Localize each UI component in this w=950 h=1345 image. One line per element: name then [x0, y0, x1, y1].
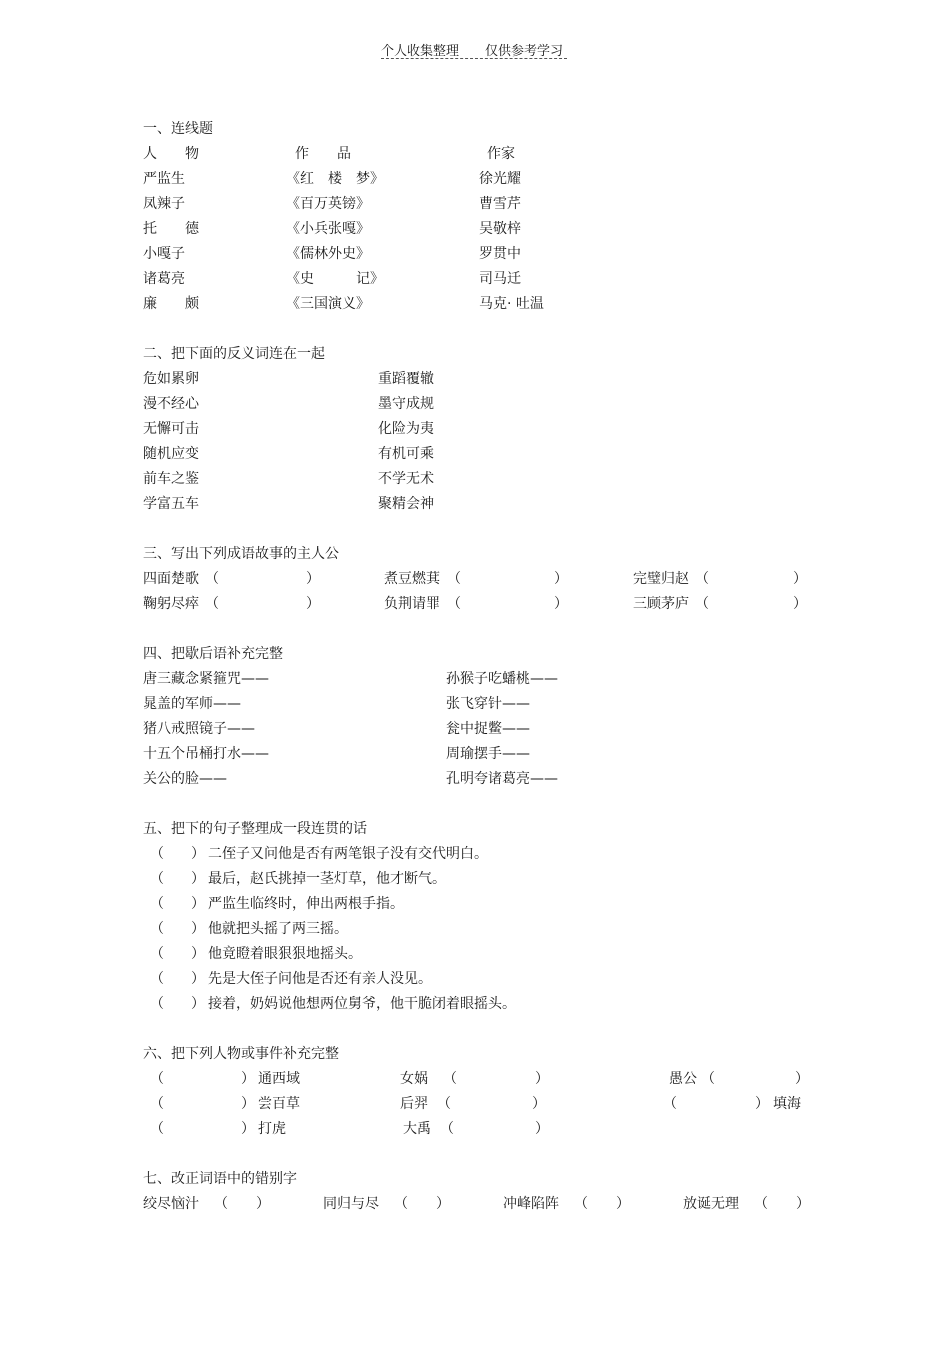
- s5-sentence: 二侄子又问他是否有两笔银子没有交代明白。: [208, 846, 488, 862]
- s7-word: 放诞无理: [683, 1196, 739, 1212]
- s7-close-paren: ）: [616, 1196, 630, 1212]
- s5-sentence: 他竟瞪着眼狠狠地摇头。: [208, 946, 362, 962]
- s3-idiom: 三顾茅庐: [633, 596, 689, 612]
- s5-close-paren: ）: [191, 946, 205, 962]
- s1-col2-header: 作 品: [295, 146, 351, 162]
- s1-author: 徐光耀: [479, 171, 521, 187]
- s1-work: 《小兵张嘎》: [286, 221, 370, 237]
- s1-person: 诸葛亮: [143, 271, 185, 287]
- s3-open-paren: （: [205, 596, 219, 612]
- s4-right-phrase: 瓮中捉鳖——: [446, 721, 530, 737]
- s6-close-paren: ）: [241, 1071, 255, 1087]
- s5-open-paren: （: [150, 946, 164, 962]
- s1-col1-header: 人 物: [143, 146, 199, 162]
- s5-close-paren: ）: [191, 846, 205, 862]
- s4-right-phrase: 张飞穿针——: [446, 696, 530, 712]
- s4-left-phrase: 关公的脸——: [143, 771, 227, 787]
- s6-close-paren: ）: [755, 1096, 769, 1112]
- s1-person: 廉 颇: [143, 296, 199, 312]
- s5-sentence: 他就把头摇了两三摇。: [208, 921, 348, 937]
- s6-event: 尝百草: [258, 1096, 300, 1112]
- s6-person: 后羿: [400, 1096, 428, 1112]
- s2-left-idiom: 漫不经心: [143, 396, 199, 412]
- s7-word: 绞尽恼汁: [143, 1196, 199, 1212]
- s7-open-paren: （: [394, 1196, 408, 1212]
- s3-open-paren: （: [695, 571, 709, 587]
- s3-open-paren: （: [447, 596, 461, 612]
- s3-idiom: 鞠躬尽瘁: [143, 596, 199, 612]
- s4-right-phrase: 孙猴子吃蟠桃——: [446, 671, 558, 687]
- s1-author: 马克· 吐温: [479, 296, 544, 312]
- s6-open-paren: （: [663, 1096, 677, 1112]
- s6-event: 填海: [773, 1096, 801, 1112]
- s5-close-paren: ）: [191, 971, 205, 987]
- s1-work: 《史 记》: [286, 271, 384, 287]
- s6-person: 大禹: [403, 1121, 431, 1137]
- s1-person: 托 德: [143, 221, 199, 237]
- s3-idiom: 完璧归赵: [633, 571, 689, 587]
- s1-person: 严监生: [143, 171, 185, 187]
- s1-author: 吴敬梓: [479, 221, 521, 237]
- s1-work: 《三国演义》: [286, 296, 370, 312]
- s3-idiom: 四面楚歌: [143, 571, 199, 587]
- s7-open-paren: （: [574, 1196, 588, 1212]
- s5-close-paren: ）: [191, 996, 205, 1012]
- s1-work: 《红 楼 梦》: [286, 171, 384, 187]
- s3-close-paren: ）: [554, 571, 568, 587]
- s6-close-paren: ）: [535, 1071, 549, 1087]
- s3-open-paren: （: [695, 596, 709, 612]
- s6-close-paren: ）: [535, 1121, 549, 1137]
- s3-idiom: 负荆请罪: [384, 596, 440, 612]
- section-1-title: 一、连线题: [143, 121, 213, 137]
- s6-open-paren: （: [440, 1121, 454, 1137]
- s2-right-idiom: 重蹈覆辙: [378, 371, 434, 387]
- section-4-title: 四、把歇后语补充完整: [143, 646, 283, 662]
- s2-left-idiom: 危如累卵: [143, 371, 199, 387]
- s7-close-paren: ）: [256, 1196, 270, 1212]
- s6-close-paren: ）: [532, 1096, 546, 1112]
- section-3-title: 三、写出下列成语故事的主人公: [143, 546, 339, 562]
- header-rule: [381, 58, 567, 59]
- s2-left-idiom: 无懈可击: [143, 421, 199, 437]
- s5-close-paren: ）: [191, 896, 205, 912]
- s6-close-paren: ）: [795, 1071, 809, 1087]
- s5-close-paren: ）: [191, 921, 205, 937]
- s5-open-paren: （: [150, 996, 164, 1012]
- s3-open-paren: （: [447, 571, 461, 587]
- s3-open-paren: （: [205, 571, 219, 587]
- s2-right-idiom: 不学无术: [378, 471, 434, 487]
- s6-close-paren: ）: [241, 1121, 255, 1137]
- s1-author: 司马迁: [479, 271, 521, 287]
- s6-open-paren: （: [150, 1121, 164, 1137]
- header-left: 个人收集整理: [381, 44, 460, 59]
- s3-close-paren: ）: [793, 571, 807, 587]
- s4-right-phrase: 孔明夸诸葛亮——: [446, 771, 558, 787]
- s5-close-paren: ）: [191, 871, 205, 887]
- s1-author: 罗贯中: [479, 246, 521, 262]
- s2-right-idiom: 墨守成规: [378, 396, 434, 412]
- s5-sentence: 接着，奶妈说他想两位舅爷，他干脆闭着眼摇头。: [208, 996, 516, 1012]
- s4-right-phrase: 周瑜摆手——: [446, 746, 530, 762]
- s7-word: 同归与尽: [323, 1196, 379, 1212]
- s6-open-paren: （: [150, 1071, 164, 1087]
- s5-sentence: 先是大侄子问他是否还有亲人没见。: [208, 971, 432, 987]
- s1-author: 曹雪芹: [479, 196, 521, 212]
- section-7-title: 七、改正词语中的错别字: [143, 1171, 297, 1187]
- s7-word: 冲峰陷阵: [503, 1196, 559, 1212]
- s6-open-paren: （: [150, 1096, 164, 1112]
- s6-open-paren: （: [443, 1071, 457, 1087]
- s7-close-paren: ）: [436, 1196, 450, 1212]
- s5-open-paren: （: [150, 896, 164, 912]
- s4-left-phrase: 唐三藏念紧箍咒——: [143, 671, 269, 687]
- s6-event: 打虎: [258, 1121, 286, 1137]
- s1-work: 《百万英镑》: [286, 196, 370, 212]
- s7-open-paren: （: [214, 1196, 228, 1212]
- s6-open-paren: （: [437, 1096, 451, 1112]
- s6-open-paren: （: [701, 1071, 715, 1087]
- s7-close-paren: ）: [796, 1196, 810, 1212]
- s5-open-paren: （: [150, 871, 164, 887]
- s6-event: 通西域: [258, 1071, 300, 1087]
- s3-idiom: 煮豆燃萁: [384, 571, 440, 587]
- s2-right-idiom: 聚精会神: [378, 496, 434, 512]
- s1-work: 《儒林外史》: [286, 246, 370, 262]
- s6-person: 女娲: [400, 1071, 428, 1087]
- s2-right-idiom: 有机可乘: [378, 446, 434, 462]
- s7-open-paren: （: [754, 1196, 768, 1212]
- s1-person: 凤辣子: [143, 196, 185, 212]
- s5-sentence: 严监生临终时，伸出两根手指。: [208, 896, 404, 912]
- s3-close-paren: ）: [554, 596, 568, 612]
- s4-left-phrase: 十五个吊桶打水——: [143, 746, 269, 762]
- s1-col3-header: 作家: [487, 146, 515, 162]
- s6-person: 愚公: [669, 1071, 697, 1087]
- s4-left-phrase: 猪八戒照镜子——: [143, 721, 255, 737]
- page-header: [381, 40, 563, 59]
- s6-close-paren: ）: [241, 1096, 255, 1112]
- s3-close-paren: ）: [306, 571, 320, 587]
- s3-close-paren: ）: [793, 596, 807, 612]
- s2-left-idiom: 前车之鉴: [143, 471, 199, 487]
- section-6-title: 六、把下列人物或事件补充完整: [143, 1046, 339, 1062]
- s2-left-idiom: 学富五车: [143, 496, 199, 512]
- s5-open-paren: （: [150, 921, 164, 937]
- s5-open-paren: （: [150, 971, 164, 987]
- section-2-title: 二、把下面的反义词连在一起: [143, 346, 325, 362]
- s4-left-phrase: 晁盖的军师——: [143, 696, 241, 712]
- header-right: 仅供参考学习: [485, 44, 564, 59]
- s5-open-paren: （: [150, 846, 164, 862]
- s3-close-paren: ）: [306, 596, 320, 612]
- s2-right-idiom: 化险为夷: [378, 421, 434, 437]
- section-5-title: 五、把下的句子整理成一段连贯的话: [143, 821, 367, 837]
- s5-sentence: 最后，赵氏挑掉一茎灯草，他才断气。: [208, 871, 446, 887]
- s1-person: 小嘎子: [143, 246, 185, 262]
- s2-left-idiom: 随机应变: [143, 446, 199, 462]
